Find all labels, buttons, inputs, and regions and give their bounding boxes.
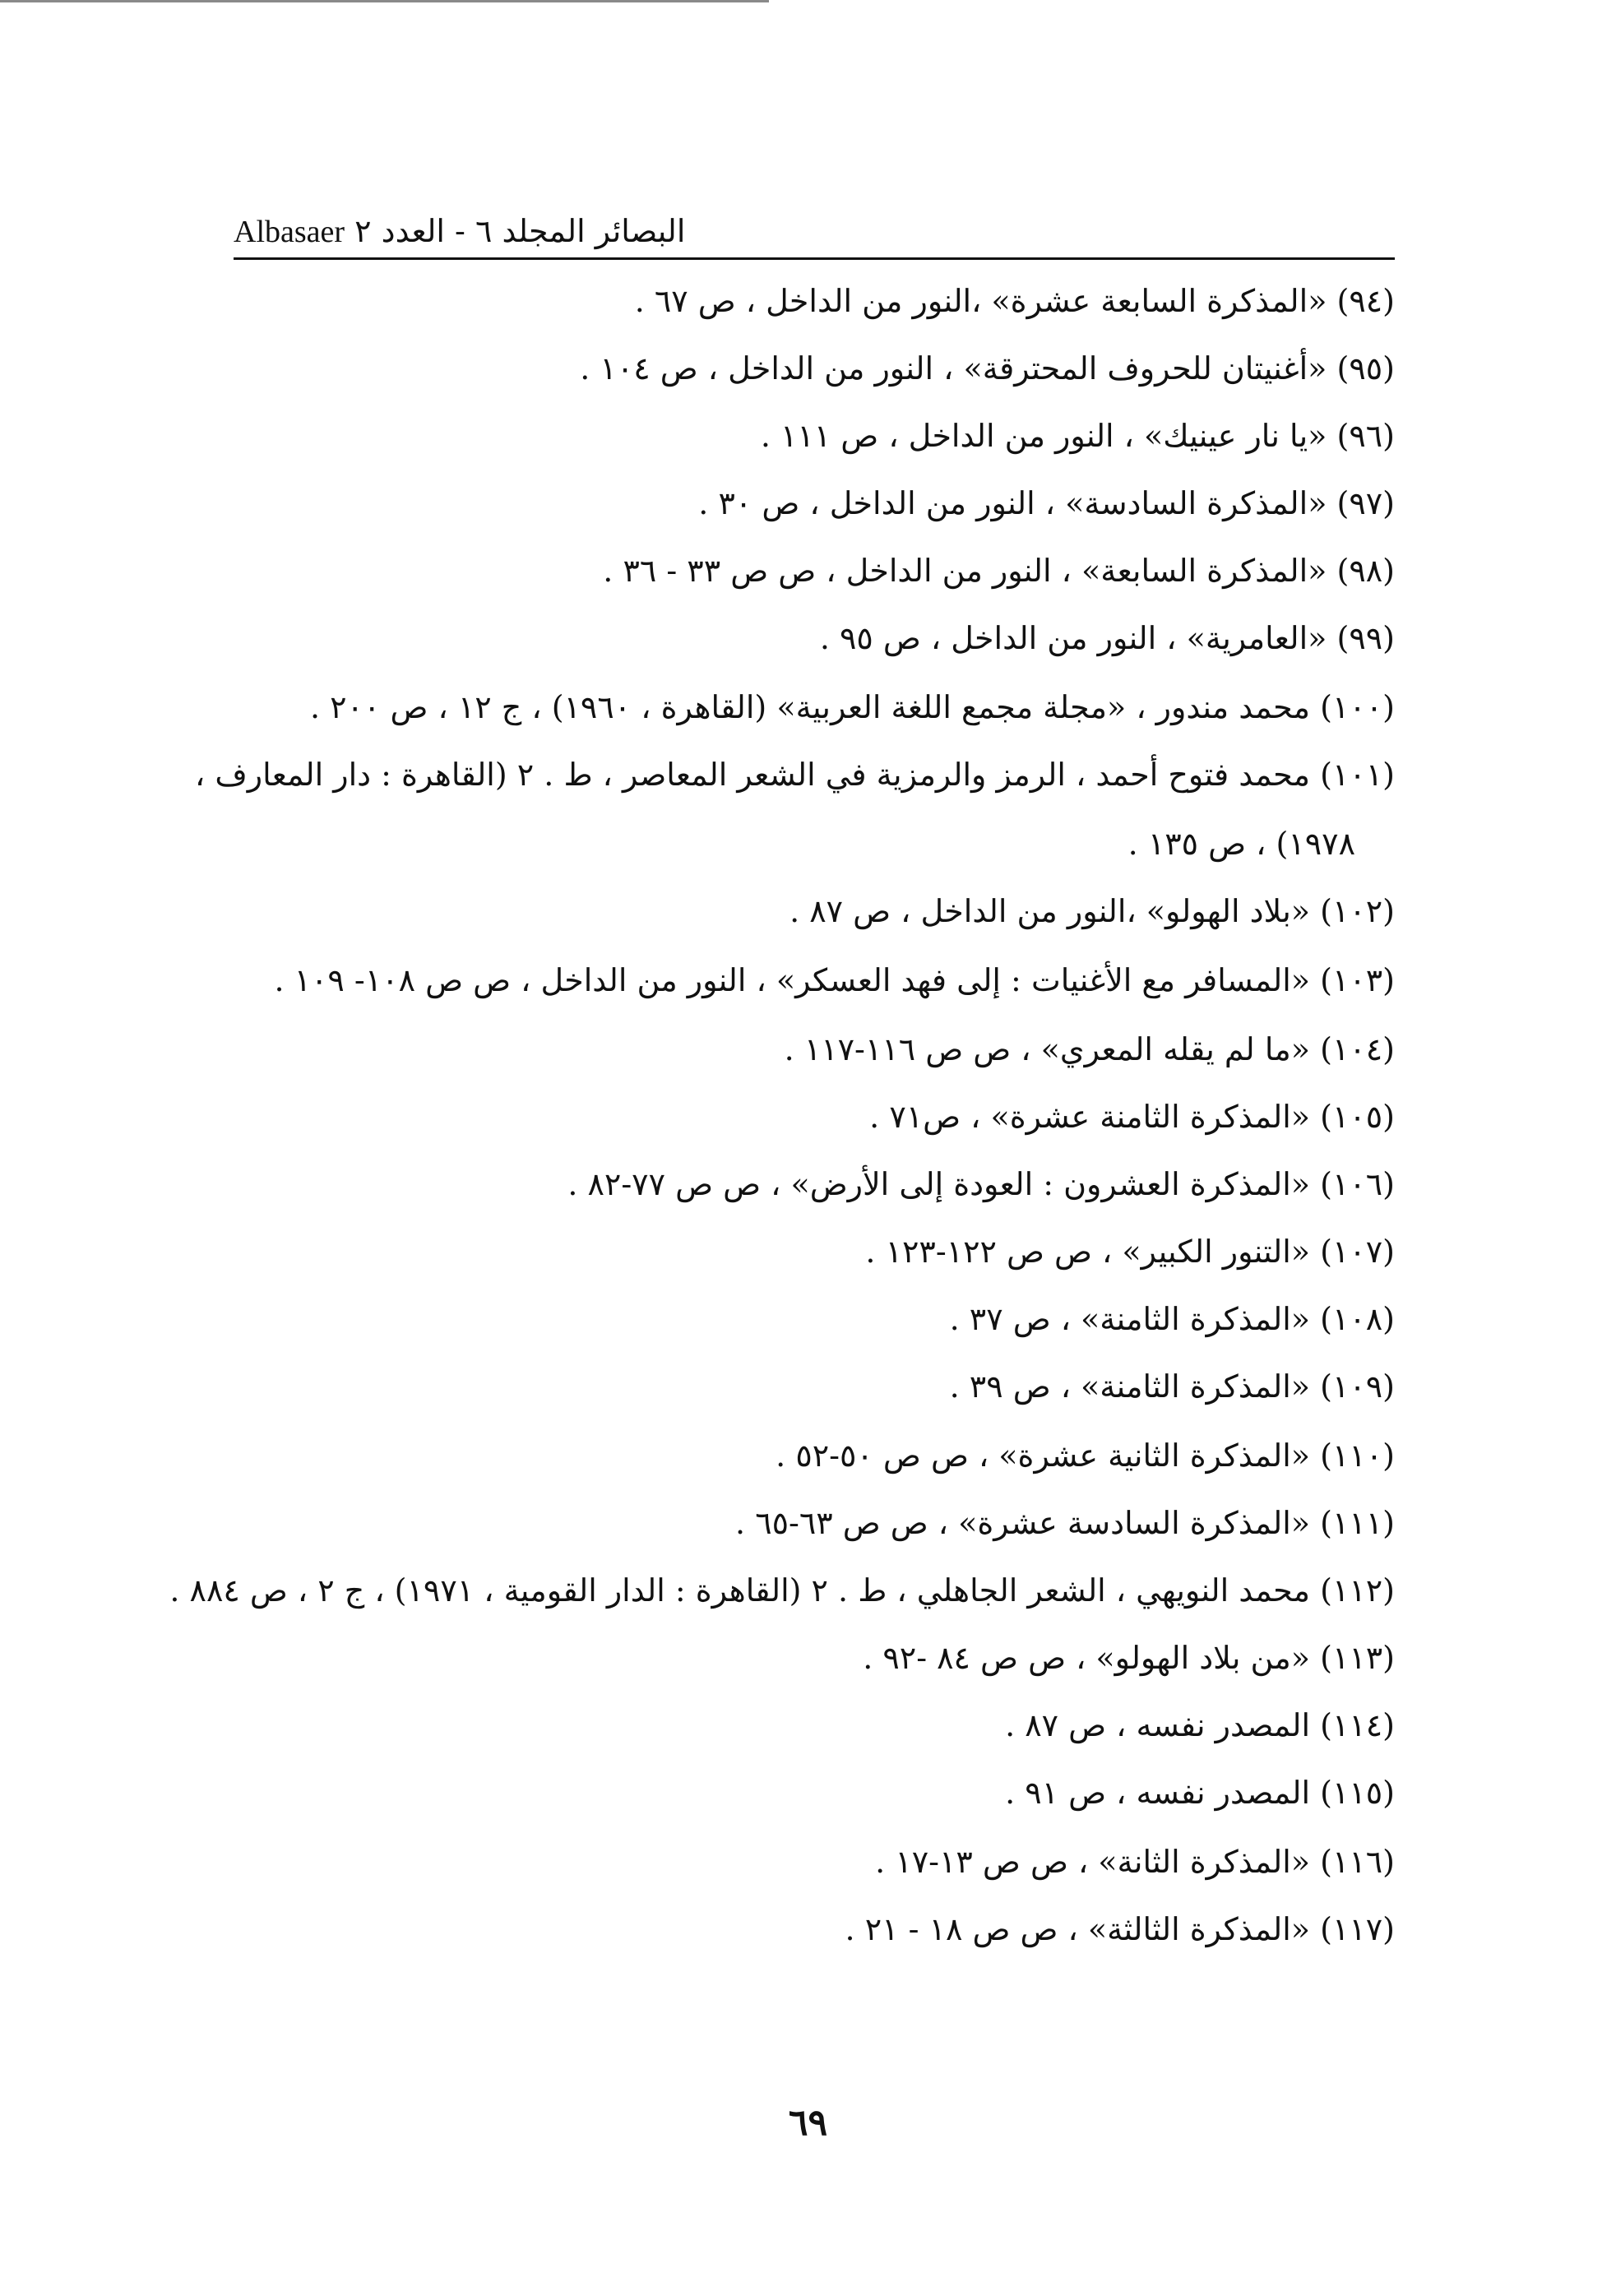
- footnote-112: (١١٢) محمد النويهي ، الشعر الجاهلي ، ط . ٢ (القاهرة : الدار القومية ، ١٩٧١) ، ج ٢ ، ص ٨٨٤ .: [169, 1572, 1395, 1609]
- footnote-111: (١١١) «المذكرة السادسة عشرة» ، ص ص ٦٣-٦٥ .: [735, 1505, 1395, 1541]
- footnote-116: (١١٦) «المذكرة الثانة» ، ص ص ١٣-١٧ .: [875, 1844, 1395, 1880]
- footnote-102: (١٠٢) «بلاد الهولو» ،النور من الداخل ، ص ٨٧ .: [789, 893, 1395, 929]
- footnote-110: (١١٠) «المذكرة الثانية عشرة» ، ص ص ٥٠-٥٢ .: [776, 1437, 1395, 1474]
- footnote-94: (٩٤) «المذكرة السابعة عشرة» ،النور من الداخل ، ص ٦٧ .: [634, 283, 1395, 319]
- footnote-97: (٩٧) «المذكرة السادسة» ، النور من الداخل ، ص ٣٠ .: [698, 485, 1395, 521]
- footnote-103: (١٠٣) «المسافر مع الأغنيات : إلى فهد العسكر» ، النور من الداخل ، ص ص ١٠٨- ١٠٩ .: [274, 962, 1395, 998]
- journal-name-latin: Albasaer: [234, 215, 345, 249]
- footnote-113: (١١٣) «من بلاد الهولو» ، ص ص ٨٤ -٩٢ .: [863, 1640, 1395, 1676]
- footnote-98: (٩٨) «المذكرة السابعة» ، النور من الداخل ، ص ص ٣٣ - ٣٦ .: [603, 553, 1395, 589]
- running-header: [234, 194, 1395, 260]
- footnote-101-continuation: ١٩٧٨) ، ص ١٣٥ .: [1127, 826, 1355, 862]
- header-text: [234, 211, 685, 252]
- footnotes-list: [169, 280, 1395, 2039]
- journal-volume-issue: البصائر المجلد ٦ - العدد ٢: [354, 213, 686, 249]
- footnote-95: (٩٥) «أغنيتان للحروف المحترقة» ، النور من الداخل ، ص ١٠٤ .: [580, 350, 1395, 387]
- footnote-100: (١٠٠) محمد مندور ، «مجلة مجمع اللغة العربية» (القاهرة ، ١٩٦٠) ، ج ١٢ ، ص ٢٠٠ .: [309, 689, 1395, 725]
- footnote-105: (١٠٥) «المذكرة الثامنة عشرة» ، ص٧١ .: [869, 1099, 1395, 1135]
- footnote-101: (١٠١) محمد فتوح أحمد ، الرمز والرمزية في الشعر المعاصر ، ط . ٢ (القاهرة : دار المعارف ،: [195, 757, 1395, 793]
- footnote-109: (١٠٩) «المذكرة الثامنة» ، ص ٣٩ .: [949, 1368, 1395, 1405]
- footnote-117: (١١٧) «المذكرة الثالثة» ، ص ص ١٨ - ٢١ .: [845, 1911, 1395, 1947]
- footnote-108: (١٠٨) «المذكرة الثامنة» ، ص ٣٧ .: [949, 1301, 1395, 1337]
- footnote-96: (٩٦) «يا نار عينيك» ، النور من الداخل ، ص ١١١ .: [760, 418, 1395, 454]
- page-number: ٦٩: [788, 2102, 828, 2144]
- footnote-114: (١١٤) المصدر نفسه ، ص ٨٧ .: [1005, 1707, 1395, 1743]
- footnote-106: (١٠٦) «المذكرة العشرون : العودة إلى الأرض» ، ص ص ٧٧-٨٢ .: [567, 1166, 1395, 1202]
- header-rule: [234, 257, 1395, 260]
- scan-edge-line: [0, 0, 769, 2]
- footnote-115: (١١٥) المصدر نفسه ، ص ٩١ .: [1005, 1775, 1395, 1811]
- footnote-99: (٩٩) «العامرية» ، النور من الداخل ، ص ٩٥ .: [819, 620, 1395, 656]
- footnote-107: (١٠٧) «التنور الكبير» ، ص ص ١٢٢-١٢٣ .: [865, 1234, 1395, 1270]
- footnote-104: (١٠٤) «ما لم يقله المعري» ، ص ص ١١٦-١١٧ .: [784, 1031, 1395, 1067]
